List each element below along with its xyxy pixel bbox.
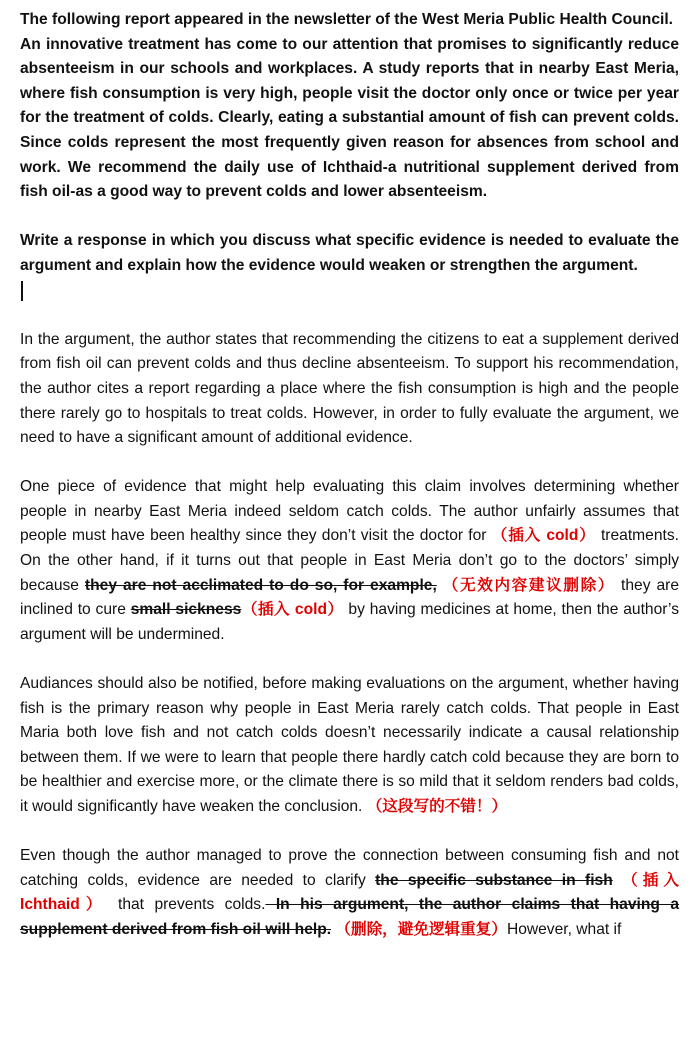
essay-paragraph-3 (20, 672, 679, 820)
paragraph-text: by having medicines at home, then the author’s argument will be undermined. (20, 601, 680, 643)
paragraph-text: they are inclined to cure (20, 576, 679, 619)
prompt-intro: The following report appeared in the newsletter of the West Meria Public Health Council. (20, 11, 674, 28)
text-input-area[interactable] (20, 279, 679, 304)
prompt-instruction: Write a response in which you discuss what specific evidence is needed to evaluate the argument and explain how the evidence would weaken or strengthen the argument. (20, 232, 679, 274)
essay-paragraph-2 (20, 475, 679, 647)
correction-comment: （插入 Ichthaid） (20, 871, 679, 914)
correction-comment: （无效内容建议删除） (436, 576, 616, 594)
spacer (20, 451, 679, 476)
paragraph-text: However, what if (506, 920, 622, 938)
deleted-text: small sickness (130, 601, 242, 619)
correction-comment: （插入 cold） (241, 601, 344, 619)
prompt-body: An innovative treatment has come to our attention that promises to significantly reduce absenteeism in our schools and workplaces. A study reports that in nearby East Meria, where fish consumption is very high, people visit the doctor only once or twice per year for the treatment of colds. Clearly, eating a substantial amount of fish can prevent colds. Since colds represent the most frequently given reason for absences from school and work. We recommend the daily use of Ichthaid-a nutritional supplement derived from fish oil-as a good way to prevent colds and lower absenteeism. (20, 35, 679, 201)
paragraph-text: Audiances should also be notified, before making evaluations on the argument, whether having fish is the primary reason why people in East Meria rarely catch colds. That people in East Maria both love fish and not catch colds doesn’t necessarily indicate a causal relationship between them. If we were to learn that people there hardly catch cold because they are born to be healthier and exercise more, or the climate there is so mild that it seldom renders bad colds, it would significantly have weaken the conclusion. (20, 675, 679, 815)
spacer (20, 647, 679, 672)
paragraph-text: treatments. On the other hand, if it turns out that people in East Meria don’t go to the doctors’ simply because (20, 527, 679, 594)
spacer (20, 205, 679, 230)
spacer (20, 820, 679, 845)
correction-comment: （删除，避免逻辑重复） (331, 920, 507, 938)
deleted-text: the specific substance in fish (375, 871, 613, 889)
text-cursor (21, 281, 23, 301)
paragraph-text: One piece of evidence that might help evaluating this claim involves determining whether people in nearby East Meria indeed seldom catch colds. The author unfairly assumes that people must have been healthy since they don’t visit the doctor for (20, 478, 679, 545)
essay-paragraph-4 (20, 844, 679, 942)
deleted-text: In his argument, the author claims that having a supplement derived from fish oil will help. (20, 896, 680, 938)
paragraph-text: Even though the author managed to prove the connection between consuming fish and not catching colds, evidence are needed to clarify (20, 847, 679, 889)
correction-comment: （插入 cold） (491, 527, 596, 545)
deleted-text: they are not acclimated to do so, for example, (84, 576, 437, 594)
essay-paragraph-1: In the argument, the author states that recommending the citizens to eat a supplement derived from fish oil can prevent colds and thus decline absenteeism. To support his recommendation, the author cites a report regarding a place where the fish consumption is high and the people there rarely go to hospitals to treat colds. However, in order to fully evaluate the argument, we need to have a significant amount of additional evidence. (20, 330, 679, 447)
spacer (20, 303, 679, 328)
paragraph-text: that prevents colds. (107, 896, 266, 914)
essay-document (20, 8, 679, 943)
correction-comment: （这段写的不错！） (366, 798, 508, 815)
